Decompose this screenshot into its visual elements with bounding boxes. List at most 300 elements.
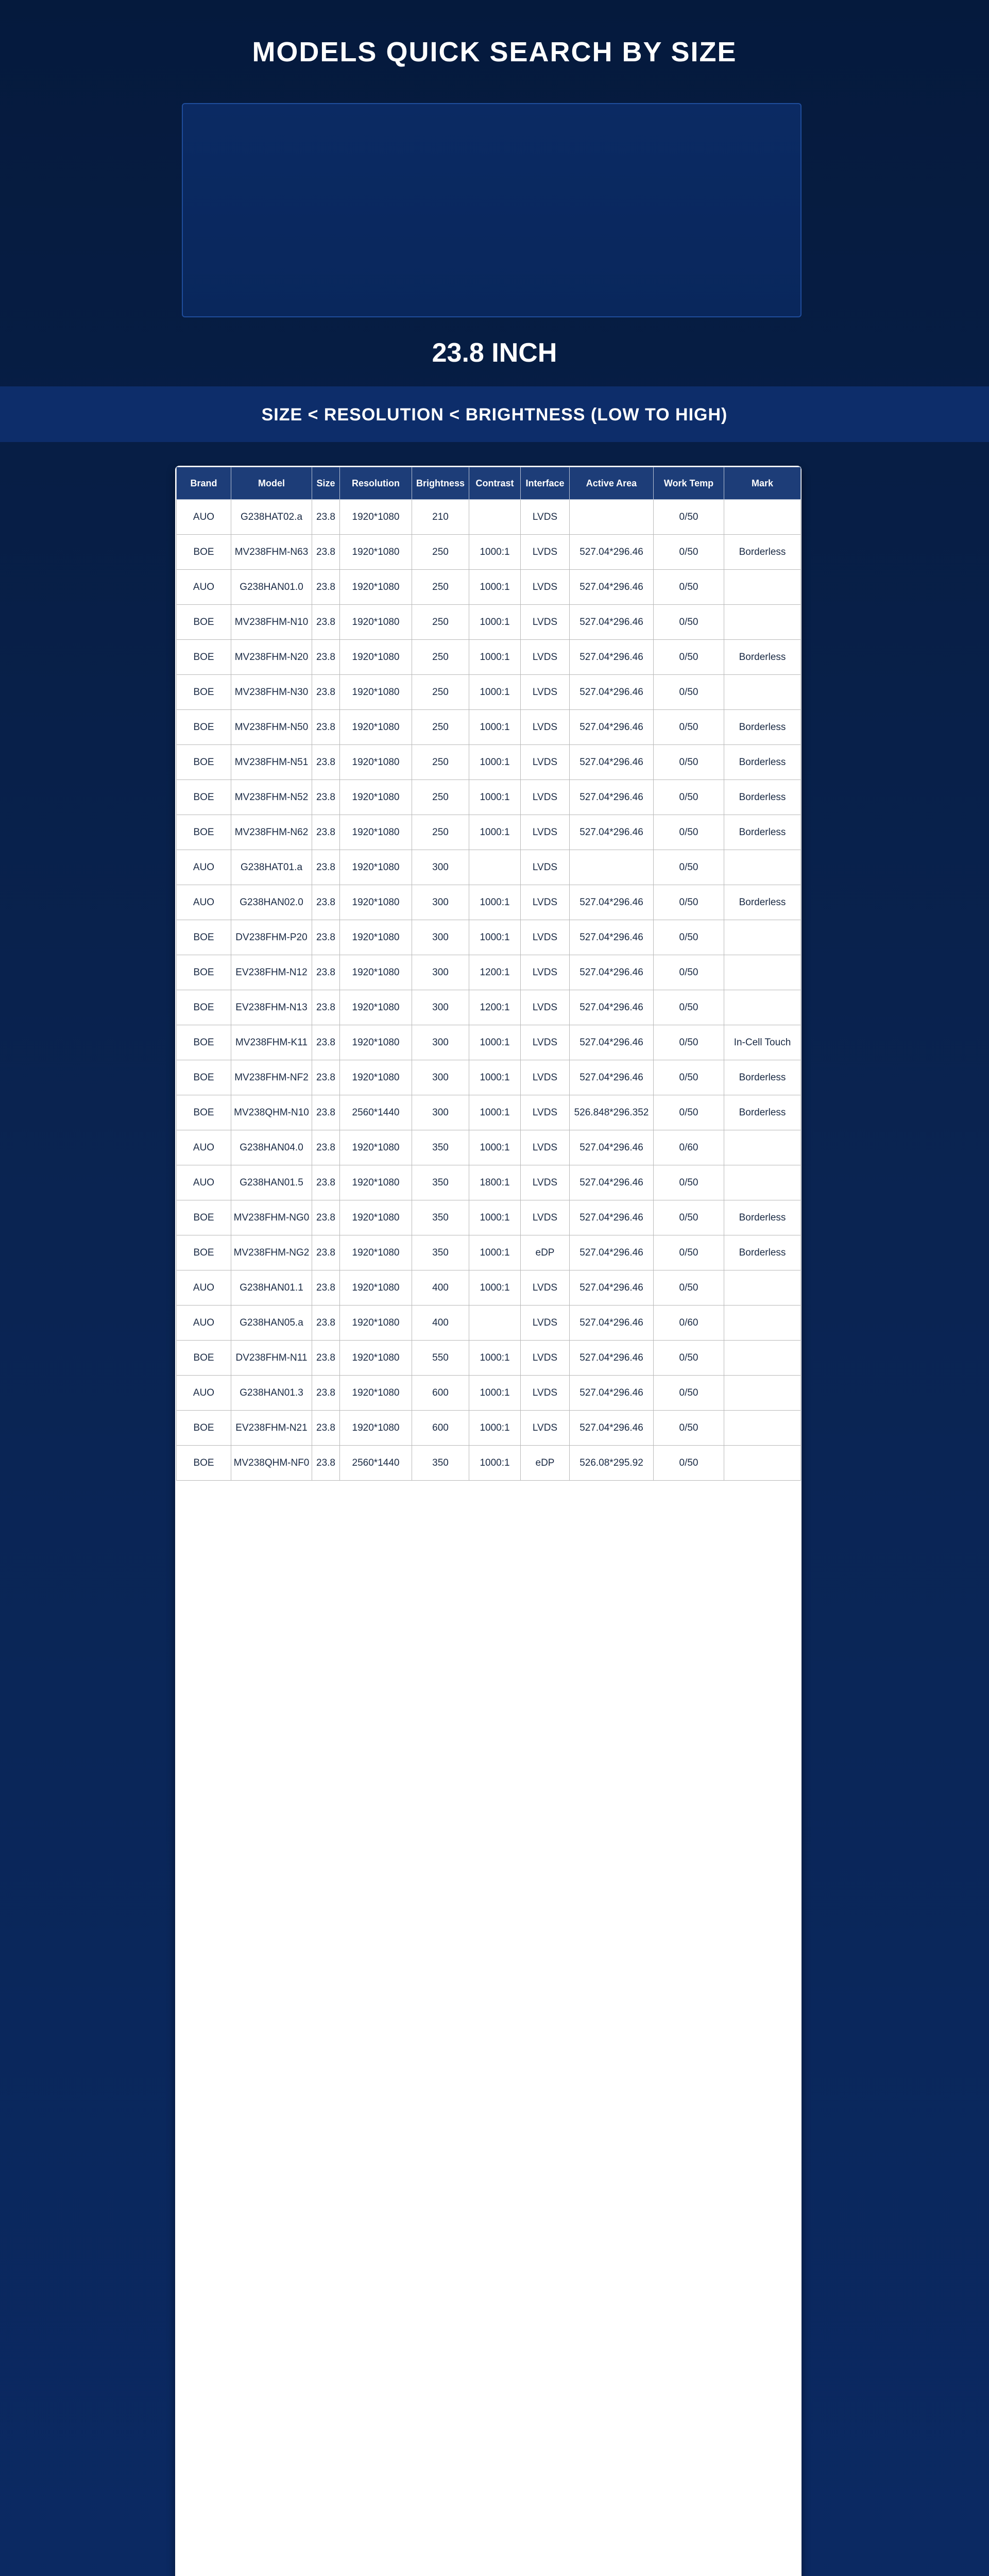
cell-interface: LVDS [521,1060,570,1095]
table-row [177,605,801,640]
cell-mark: Borderless [724,1095,801,1130]
cell-resolution: 1920*1080 [340,1235,412,1270]
cell-work-temp: 0/50 [654,920,724,955]
cell-brand: AUO [177,885,231,920]
cell-contrast: 1000:1 [469,535,521,570]
cell-brand: BOE [177,780,231,815]
cell-size: 23.8 [312,605,340,640]
cell-active-area: 527.04*296.46 [570,535,654,570]
cell-model: MV238FHM-K11 [231,1025,312,1060]
table-row [177,500,801,535]
cell-contrast: 1000:1 [469,1130,521,1165]
column-header-work-temp: Work Temp [654,467,724,500]
cell-size: 23.8 [312,1270,340,1306]
table-row [177,885,801,920]
cell-interface: LVDS [521,920,570,955]
table-row [177,640,801,675]
models-table [176,467,801,1481]
cell-resolution: 1920*1080 [340,1341,412,1376]
cell-size: 23.8 [312,850,340,885]
cell-size: 23.8 [312,1235,340,1270]
cell-interface: LVDS [521,955,570,990]
cell-work-temp: 0/50 [654,1235,724,1270]
cell-brightness: 250 [412,535,469,570]
cell-resolution: 1920*1080 [340,675,412,710]
cell-size: 23.8 [312,990,340,1025]
cell-model: G238HAT02.a [231,500,312,535]
column-header-brightness: Brightness [412,467,469,500]
cell-size: 23.8 [312,1306,340,1341]
cell-contrast: 1000:1 [469,1095,521,1130]
cell-size: 23.8 [312,1446,340,1481]
sort-order-label: SIZE < RESOLUTION < BRIGHTNESS (LOW TO HIGH) [261,405,728,425]
cell-active-area: 527.04*296.46 [570,1376,654,1411]
table-header-row [177,467,801,500]
cell-model: DV238FHM-N11 [231,1341,312,1376]
cell-active-area: 527.04*296.46 [570,920,654,955]
cell-resolution: 1920*1080 [340,710,412,745]
cell-contrast: 1000:1 [469,570,521,605]
cell-mark: Borderless [724,885,801,920]
cell-brightness: 400 [412,1306,469,1341]
cell-brand: AUO [177,1270,231,1306]
cell-brightness: 300 [412,885,469,920]
cell-brand: BOE [177,1446,231,1481]
cell-work-temp: 0/50 [654,535,724,570]
cell-resolution: 1920*1080 [340,1411,412,1446]
cell-model: MV238FHM-N52 [231,780,312,815]
cell-active-area: 527.04*296.46 [570,1235,654,1270]
table-row [177,1411,801,1446]
cell-brand: AUO [177,1306,231,1341]
cell-work-temp: 0/50 [654,850,724,885]
size-heading: 23.8 INCH [432,338,557,368]
cell-size: 23.8 [312,1411,340,1446]
cell-interface: LVDS [521,1270,570,1306]
cell-resolution: 1920*1080 [340,1025,412,1060]
cell-resolution: 1920*1080 [340,1306,412,1341]
table-row [177,850,801,885]
cell-size: 23.8 [312,780,340,815]
table-row [177,745,801,780]
cell-work-temp: 0/50 [654,1060,724,1095]
cell-resolution: 1920*1080 [340,745,412,780]
cell-resolution: 1920*1080 [340,920,412,955]
cell-brand: AUO [177,1376,231,1411]
cell-brightness: 300 [412,920,469,955]
cell-interface: LVDS [521,1411,570,1446]
cell-model: MV238QHM-N10 [231,1095,312,1130]
cell-interface: LVDS [521,710,570,745]
column-header-model: Model [231,467,312,500]
cell-active-area: 527.04*296.46 [570,1200,654,1235]
cell-brightness: 350 [412,1165,469,1200]
cell-mark [724,1376,801,1411]
table-row [177,990,801,1025]
cell-mark: Borderless [724,1200,801,1235]
cell-brand: BOE [177,640,231,675]
cell-contrast: 1000:1 [469,1446,521,1481]
table-row [177,1270,801,1306]
cell-resolution: 1920*1080 [340,780,412,815]
cell-mark [724,1130,801,1165]
cell-size: 23.8 [312,815,340,850]
cell-brand: BOE [177,815,231,850]
table-row [177,1095,801,1130]
cell-work-temp: 0/50 [654,605,724,640]
cell-mark: Borderless [724,640,801,675]
cell-mark [724,1165,801,1200]
cell-resolution: 1920*1080 [340,955,412,990]
cell-mark [724,675,801,710]
cell-mark [724,1411,801,1446]
cell-active-area: 527.04*296.46 [570,1306,654,1341]
cell-brightness: 210 [412,500,469,535]
cell-brand: AUO [177,570,231,605]
cell-brand: BOE [177,1095,231,1130]
cell-interface: eDP [521,1446,570,1481]
cell-work-temp: 0/50 [654,780,724,815]
cell-active-area: 527.04*296.46 [570,605,654,640]
cell-work-temp: 0/50 [654,675,724,710]
cell-size: 23.8 [312,640,340,675]
cell-size: 23.8 [312,570,340,605]
cell-mark: Borderless [724,1235,801,1270]
cell-mark [724,605,801,640]
cell-size: 23.8 [312,1095,340,1130]
cell-brightness: 250 [412,745,469,780]
cell-resolution: 1920*1080 [340,605,412,640]
cell-resolution: 1920*1080 [340,535,412,570]
cell-model: EV238FHM-N13 [231,990,312,1025]
cell-contrast [469,500,521,535]
cell-model: MV238FHM-N20 [231,640,312,675]
cell-interface: LVDS [521,885,570,920]
cell-contrast: 1000:1 [469,920,521,955]
cell-resolution: 1920*1080 [340,1060,412,1095]
cell-work-temp: 0/50 [654,885,724,920]
cell-active-area: 527.04*296.46 [570,1025,654,1060]
cell-resolution: 1920*1080 [340,1130,412,1165]
cell-brand: AUO [177,1130,231,1165]
cell-interface: LVDS [521,1341,570,1376]
cell-size: 23.8 [312,1376,340,1411]
cell-resolution: 2560*1440 [340,1095,412,1130]
cell-model: EV238FHM-N12 [231,955,312,990]
table-row [177,815,801,850]
cell-active-area [570,500,654,535]
cell-contrast: 1000:1 [469,780,521,815]
cell-model: MV238FHM-NG2 [231,1235,312,1270]
cell-mark [724,1341,801,1376]
cell-contrast: 1000:1 [469,1025,521,1060]
column-header-contrast: Contrast [469,467,521,500]
cell-active-area: 527.04*296.46 [570,1130,654,1165]
column-header-active-area: Active Area [570,467,654,500]
cell-brightness: 250 [412,640,469,675]
cell-interface: LVDS [521,640,570,675]
table-row [177,1165,801,1200]
cell-interface: LVDS [521,570,570,605]
table-row [177,1235,801,1270]
cell-model: MV238FHM-N62 [231,815,312,850]
cell-work-temp: 0/50 [654,745,724,780]
cell-contrast: 1000:1 [469,1200,521,1235]
cell-contrast: 1800:1 [469,1165,521,1200]
table-row [177,1306,801,1341]
cell-brand: BOE [177,990,231,1025]
cell-contrast: 1000:1 [469,1235,521,1270]
cell-brightness: 250 [412,710,469,745]
cell-resolution: 1920*1080 [340,885,412,920]
cell-mark [724,1306,801,1341]
cell-size: 23.8 [312,710,340,745]
table-row [177,1446,801,1481]
column-header-resolution: Resolution [340,467,412,500]
cell-work-temp: 0/50 [654,1095,724,1130]
cell-active-area: 527.04*296.46 [570,1341,654,1376]
cell-model: MV238FHM-N51 [231,745,312,780]
cell-work-temp: 0/50 [654,955,724,990]
cell-mark [724,955,801,990]
cell-interface: LVDS [521,1306,570,1341]
cell-resolution: 1920*1080 [340,570,412,605]
cell-work-temp: 0/60 [654,1130,724,1165]
cell-mark: Borderless [724,1060,801,1095]
cell-brand: BOE [177,1200,231,1235]
cell-work-temp: 0/50 [654,1270,724,1306]
cell-resolution: 1920*1080 [340,1270,412,1306]
cell-mark [724,920,801,955]
cell-brightness: 350 [412,1235,469,1270]
cell-interface: LVDS [521,675,570,710]
cell-brand: BOE [177,535,231,570]
cell-size: 23.8 [312,1165,340,1200]
cell-size: 23.8 [312,1200,340,1235]
cell-brightness: 350 [412,1200,469,1235]
cell-work-temp: 0/50 [654,815,724,850]
cell-brand: AUO [177,850,231,885]
column-header-mark: Mark [724,467,801,500]
cell-interface: LVDS [521,745,570,780]
cell-brand: BOE [177,675,231,710]
cell-interface: LVDS [521,850,570,885]
cell-model: DV238FHM-P20 [231,920,312,955]
table-row [177,1060,801,1095]
cell-brightness: 350 [412,1446,469,1481]
cell-mark: Borderless [724,815,801,850]
cell-brightness: 250 [412,570,469,605]
cell-brightness: 300 [412,955,469,990]
page-title: MODELS QUICK SEARCH BY SIZE [252,37,737,67]
cell-model: G238HAN01.1 [231,1270,312,1306]
cell-resolution: 1920*1080 [340,1376,412,1411]
cell-brightness: 300 [412,1095,469,1130]
cell-brightness: 350 [412,1130,469,1165]
cell-work-temp: 0/50 [654,570,724,605]
cell-brightness: 300 [412,1025,469,1060]
cell-brightness: 300 [412,990,469,1025]
cell-brand: BOE [177,1025,231,1060]
cell-brand: BOE [177,1411,231,1446]
cell-contrast: 1200:1 [469,955,521,990]
cell-contrast: 1000:1 [469,1376,521,1411]
cell-brand: AUO [177,1165,231,1200]
cell-brightness: 400 [412,1270,469,1306]
sort-banner [0,386,989,442]
cell-brand: BOE [177,920,231,955]
column-header-interface: Interface [521,467,570,500]
cell-work-temp: 0/50 [654,990,724,1025]
cell-active-area: 527.04*296.46 [570,815,654,850]
cell-size: 23.8 [312,920,340,955]
cell-contrast: 1000:1 [469,745,521,780]
cell-brand: BOE [177,745,231,780]
cell-contrast: 1000:1 [469,605,521,640]
cell-brightness: 550 [412,1341,469,1376]
cell-size: 23.8 [312,1130,340,1165]
cell-brand: BOE [177,1235,231,1270]
cell-active-area: 527.04*296.46 [570,710,654,745]
cell-active-area: 527.04*296.46 [570,1060,654,1095]
cell-work-temp: 0/50 [654,640,724,675]
cell-active-area: 526.848*296.352 [570,1095,654,1130]
cell-model: MV238FHM-NF2 [231,1060,312,1095]
cell-work-temp: 0/60 [654,1306,724,1341]
cell-interface: LVDS [521,605,570,640]
cell-mark: Borderless [724,745,801,780]
cell-contrast: 1000:1 [469,710,521,745]
cell-resolution: 1920*1080 [340,850,412,885]
table-row [177,955,801,990]
cell-model: G238HAN01.3 [231,1376,312,1411]
cell-model: G238HAN02.0 [231,885,312,920]
cell-contrast: 1000:1 [469,640,521,675]
table-row [177,710,801,745]
cell-resolution: 1920*1080 [340,1165,412,1200]
column-header-brand: Brand [177,467,231,500]
cell-model: G238HAT01.a [231,850,312,885]
cell-model: MV238FHM-N50 [231,710,312,745]
cell-interface: LVDS [521,1200,570,1235]
cell-size: 23.8 [312,885,340,920]
table-row [177,1025,801,1060]
cell-mark: Borderless [724,780,801,815]
cell-model: MV238FHM-N10 [231,605,312,640]
table-row [177,1341,801,1376]
cell-brightness: 300 [412,1060,469,1095]
cell-contrast: 1000:1 [469,1411,521,1446]
cell-active-area: 527.04*296.46 [570,990,654,1025]
cell-mark [724,1270,801,1306]
cell-active-area: 527.04*296.46 [570,1411,654,1446]
table-row [177,1200,801,1235]
cell-contrast [469,1306,521,1341]
cell-interface: LVDS [521,780,570,815]
cell-mark [724,500,801,535]
cell-work-temp: 0/50 [654,1025,724,1060]
cell-active-area: 527.04*296.46 [570,745,654,780]
cell-active-area: 526.08*295.92 [570,1446,654,1481]
table-row [177,675,801,710]
cell-model: MV238QHM-NF0 [231,1446,312,1481]
cell-work-temp: 0/50 [654,1200,724,1235]
cell-mark [724,850,801,885]
table-row [177,920,801,955]
cell-brand: BOE [177,710,231,745]
cell-contrast: 1200:1 [469,990,521,1025]
table-body [177,500,801,1481]
cell-active-area: 527.04*296.46 [570,640,654,675]
cell-brand: AUO [177,500,231,535]
cell-resolution: 1920*1080 [340,640,412,675]
cell-resolution: 1920*1080 [340,500,412,535]
cell-contrast: 1000:1 [469,815,521,850]
cell-contrast: 1000:1 [469,885,521,920]
cell-interface: LVDS [521,1376,570,1411]
cell-brightness: 600 [412,1411,469,1446]
cell-model: MV238FHM-N63 [231,535,312,570]
cell-size: 23.8 [312,1060,340,1095]
cell-size: 23.8 [312,1341,340,1376]
cell-mark [724,990,801,1025]
cell-mark [724,1446,801,1481]
cell-active-area: 527.04*296.46 [570,1270,654,1306]
cell-brightness: 250 [412,815,469,850]
cell-brand: BOE [177,1341,231,1376]
cell-contrast: 1000:1 [469,1060,521,1095]
cell-brand: BOE [177,605,231,640]
cell-interface: LVDS [521,1095,570,1130]
cell-active-area [570,850,654,885]
cell-brightness: 300 [412,850,469,885]
cell-size: 23.8 [312,500,340,535]
cell-interface: LVDS [521,500,570,535]
cell-active-area: 527.04*296.46 [570,885,654,920]
cell-brightness: 600 [412,1376,469,1411]
search-panel[interactable] [182,103,802,317]
cell-contrast: 1000:1 [469,1270,521,1306]
cell-size: 23.8 [312,745,340,780]
cell-model: G238HAN05.a [231,1306,312,1341]
cell-interface: LVDS [521,1025,570,1060]
column-header-size: Size [312,467,340,500]
table-row [177,780,801,815]
cell-work-temp: 0/50 [654,1165,724,1200]
cell-mark: Borderless [724,710,801,745]
cell-model: G238HAN01.0 [231,570,312,605]
cell-active-area: 527.04*296.46 [570,570,654,605]
cell-model: MV238FHM-N30 [231,675,312,710]
cell-mark: In-Cell Touch [724,1025,801,1060]
cell-resolution: 2560*1440 [340,1446,412,1481]
cell-size: 23.8 [312,675,340,710]
table-row [177,570,801,605]
cell-interface: LVDS [521,815,570,850]
cell-interface: LVDS [521,1165,570,1200]
cell-work-temp: 0/50 [654,1411,724,1446]
cell-contrast: 1000:1 [469,675,521,710]
cell-interface: LVDS [521,1130,570,1165]
cell-brand: BOE [177,955,231,990]
cell-interface: LVDS [521,535,570,570]
table-row [177,1376,801,1411]
cell-resolution: 1920*1080 [340,990,412,1025]
table-row [177,535,801,570]
cell-active-area: 527.04*296.46 [570,1165,654,1200]
table-header [177,467,801,500]
cell-mark [724,570,801,605]
